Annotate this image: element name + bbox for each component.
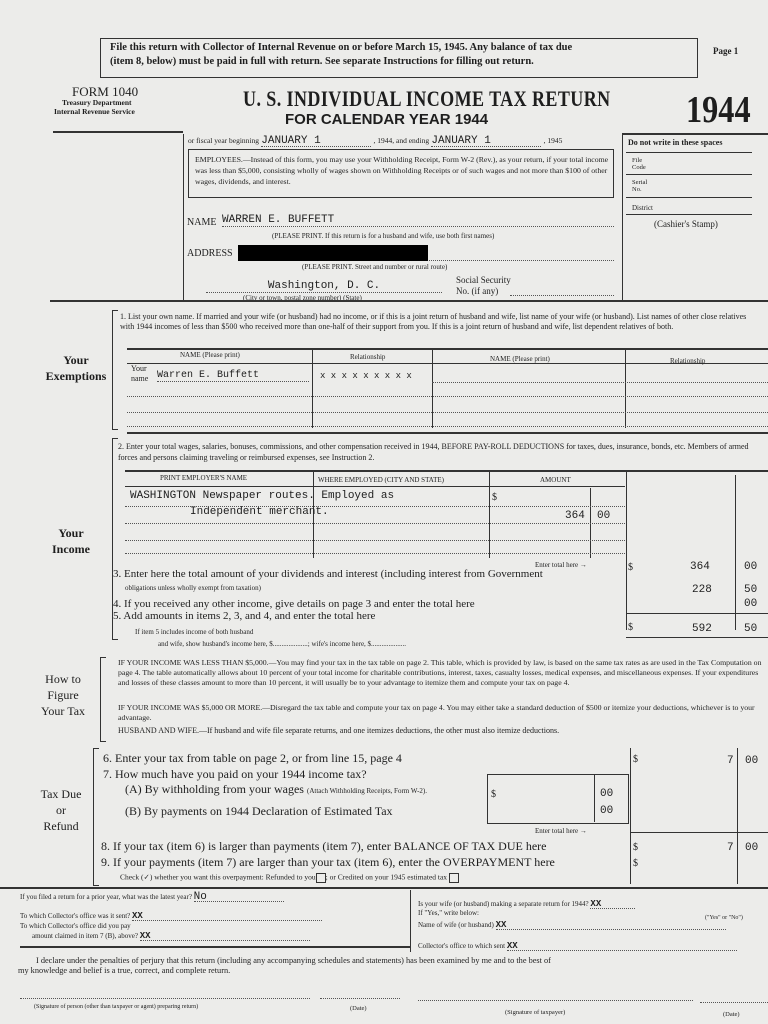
cashier-stamp-label: (Cashier's Stamp) bbox=[654, 219, 718, 229]
col-divider bbox=[410, 890, 411, 952]
item5-cents[interactable]: 50 bbox=[744, 623, 758, 635]
col-divider bbox=[432, 348, 433, 428]
office-line bbox=[626, 174, 752, 175]
how-to-bracket bbox=[100, 657, 106, 742]
header-rule bbox=[125, 486, 625, 487]
tax-due-bracket bbox=[93, 748, 99, 886]
exemption-your-name[interactable]: Warren E. Buffett bbox=[157, 370, 309, 382]
income-row bbox=[125, 553, 625, 554]
item6-dollar-sign: $ bbox=[633, 754, 638, 765]
item2-instructions: 2. Enter your total wages, salaries, bonuses, commissions, and other compensation received in 1944, BEFORE PAY-ROLL DEDUCTIONS for taxes, dues, insurance, bonds, etc. Members of armed forces and persons claiming traveling or reimbursed expenses, see Instruction 2. bbox=[118, 442, 749, 462]
office-heading: Do not write in these spaces bbox=[628, 138, 723, 147]
wages-cents[interactable]: 00 bbox=[597, 510, 611, 522]
tax-due-label-3: Refund bbox=[43, 819, 79, 833]
ssn-field[interactable] bbox=[510, 285, 614, 296]
item3-text-b: obligations unless wholly exempt from taxation) bbox=[125, 584, 261, 592]
exemption-row bbox=[432, 382, 768, 383]
total-wages-dollar-sign: $ bbox=[628, 562, 633, 573]
taxpayer-signature-label: (Signature of taxpayer) bbox=[505, 1009, 566, 1016]
collector-office-field[interactable]: XX bbox=[132, 912, 322, 921]
spouse-name-field[interactable]: XX bbox=[496, 921, 726, 930]
enter-total-label: Enter total here → bbox=[535, 561, 587, 569]
exemptions-label bbox=[40, 352, 112, 384]
col-divider bbox=[312, 348, 313, 428]
income-label bbox=[40, 525, 102, 557]
preparer-date-line[interactable] bbox=[320, 998, 400, 999]
page-label: Page 1 bbox=[713, 46, 739, 56]
city-field[interactable]: Washington, D. C. bbox=[206, 280, 442, 293]
item7b-text: (B) By payments on 1944 Declaration of Estimated Tax bbox=[125, 804, 393, 818]
date-label-1: (Date) bbox=[350, 1005, 367, 1012]
enter-total-label-2: Enter total here → bbox=[535, 827, 587, 835]
employer-header: PRINT EMPLOYER'S NAME bbox=[160, 474, 248, 482]
prior-q6-label: Collector's office to which sent bbox=[418, 942, 506, 950]
income-row bbox=[125, 540, 625, 541]
tax-due-label-2: or bbox=[56, 803, 66, 817]
date-label-2: (Date) bbox=[723, 1011, 740, 1018]
exemption-row bbox=[127, 412, 768, 413]
item8-dollars[interactable]: 7 bbox=[727, 842, 734, 854]
serial-label: Serial No. bbox=[632, 179, 648, 193]
ssn-label1: Social Security bbox=[456, 275, 511, 285]
where-employed-header: WHERE EMPLOYED (CITY AND STATE) bbox=[318, 476, 444, 484]
credit-checkbox[interactable] bbox=[449, 873, 459, 883]
form-number: FORM 1040 bbox=[72, 84, 139, 99]
exemptions-label-1: Your bbox=[63, 353, 89, 367]
irs-label: Internal Revenue Service bbox=[54, 107, 135, 116]
total-rule bbox=[626, 637, 768, 638]
exemption-header-name1: NAME (Please print) bbox=[180, 351, 240, 359]
how-to-p3: HUSBAND AND WIFE.—If husband and wife file separate returns, and one itemizes deductions, the other must also itemize deductions. bbox=[118, 726, 560, 735]
item7a-text bbox=[125, 782, 427, 796]
prior-q3b-label: amount claimed in item 7 (B), above? bbox=[32, 932, 138, 940]
item7a-label: (A) By withholding from your wages bbox=[125, 782, 304, 796]
prior-q6 bbox=[418, 942, 737, 951]
header-rule bbox=[127, 363, 768, 364]
prior-q1-label: If you filed a return for a prior year, what was the latest year? bbox=[20, 893, 192, 901]
item7-text: 7. How much have you paid on your 1944 income tax? bbox=[103, 767, 367, 781]
spouse-collector-field[interactable]: XX bbox=[507, 942, 737, 951]
how-to-figure-label bbox=[32, 671, 94, 719]
item5-note1: If item 5 includes income of both husband bbox=[135, 628, 254, 636]
exemptions-bracket bbox=[112, 310, 118, 430]
prior-q5 bbox=[418, 921, 726, 930]
prior-q5-label: Name of wife (or husband) bbox=[418, 921, 494, 929]
income-row bbox=[125, 506, 625, 507]
employees-notice: EMPLOYEES.—Instead of this form, you may use your Withholding Receipt, Form W-2 (Rev.), as your return, if your total income was less than $5,000, consisting wholly of wages shown on Withholding Receipts or of such wages and not more than $100 of other wages, dividends, and interest. bbox=[195, 155, 609, 186]
separate-return-field[interactable]: XX bbox=[590, 900, 635, 909]
total-wages-dollars[interactable]: 364 bbox=[690, 561, 710, 573]
col-divider bbox=[735, 475, 736, 630]
item6-dollars[interactable]: 7 bbox=[727, 755, 734, 767]
item4-cents[interactable]: 00 bbox=[744, 598, 758, 610]
amount-header: AMOUNT bbox=[540, 476, 571, 484]
item5-text: 5. Add amounts in items 2, 3, and 4, and enter the total here bbox=[113, 610, 376, 622]
exemption-header-name2: NAME (Please print) bbox=[490, 355, 550, 363]
col-divider bbox=[625, 348, 626, 428]
employer-line1[interactable]: WASHINGTON Newspaper routes. Employed as bbox=[130, 490, 395, 502]
page-subtitle: FOR CALENDAR YEAR 1944 bbox=[285, 111, 489, 128]
col-divider bbox=[594, 774, 595, 822]
item6-text: 6. Enter your tax from table on page 2, or from line 15, page 4 bbox=[103, 751, 402, 765]
item7a-dollar-sign: $ bbox=[491, 789, 496, 800]
district-label: District bbox=[632, 204, 653, 212]
prior-q4-hint: ("Yes" or "No") bbox=[705, 915, 743, 921]
prior-q1 bbox=[20, 893, 284, 902]
declaration-line1: I declare under the penalties of perjury that this return (including any accompanying schedules and statements) has been examined by me and to the best of bbox=[36, 956, 551, 965]
fiscal-prefix: or fiscal year beginning bbox=[188, 136, 260, 145]
wages-dollars[interactable]: 364 bbox=[565, 510, 585, 522]
address-label: ADDRESS bbox=[187, 248, 233, 259]
your-name-label: Your name bbox=[131, 364, 149, 383]
filing-notice-line2: (item 8, below) must be paid in full with return. See separate Instructions for filling out return. bbox=[110, 56, 534, 67]
exemption-header-rel1: Relationship bbox=[350, 353, 386, 361]
item8-dollar-sign: $ bbox=[633, 842, 638, 853]
prior-q4-note: If "Yes," write below: bbox=[418, 909, 479, 917]
name-note: (PLEASE PRINT. If this return is for a husband and wife, use both first names) bbox=[272, 232, 495, 240]
total-wages-cents[interactable]: 00 bbox=[744, 561, 758, 573]
city-note: (City or town, postal zone number) (State) bbox=[243, 294, 362, 302]
item7a-note: (Attach Withholding Receipts, Form W-2). bbox=[306, 787, 427, 795]
office-rule bbox=[622, 133, 768, 135]
credit-label: ; or Credited on your 1945 estimated tax bbox=[325, 872, 448, 882]
how-to-p1: IF YOUR INCOME WAS LESS THAN $5,000.—You may find your tax in the tax table on page 2. This table, which is provided by law, is based on the same tax rates as are used in the Tax Computation on page 4. The table automatically allows about 10 percent of your total income for charitable contributions, interest, taxes, casualty losses, medical expenses, and miscellaneous expenses. If your expenditures and losses of these classes amount to more than 10 percent, it will usually be to your advantage to itemize them and compute your tax on page 4. bbox=[118, 658, 762, 687]
income-label-2: Income bbox=[52, 542, 90, 556]
treasury-dept: Treasury Department bbox=[62, 98, 132, 107]
prior-year-field[interactable]: No bbox=[194, 893, 284, 902]
exemption-row bbox=[127, 396, 768, 397]
item5-note2: and wife, show husband's income here, $....................; wife's income here, $.................... bbox=[158, 640, 407, 648]
item8-cents[interactable]: 00 bbox=[745, 842, 759, 854]
address-redaction bbox=[238, 245, 428, 261]
taxpayer-signature-line[interactable] bbox=[418, 1000, 693, 1001]
tax-due-label bbox=[30, 786, 92, 834]
col-divider bbox=[630, 748, 631, 884]
fiscal-mid: , 1944, and ending bbox=[373, 136, 430, 145]
fiscal-begin-field[interactable]: JANUARY 1 bbox=[261, 136, 371, 147]
left-divider bbox=[183, 134, 184, 300]
declaration-line2: my knowledge and belief is a true, correct, and complete return. bbox=[18, 966, 231, 975]
wages-dollar-sign: $ bbox=[492, 492, 497, 503]
col-divider bbox=[737, 748, 738, 884]
table-top-rule bbox=[127, 348, 768, 350]
right-divider bbox=[622, 134, 623, 300]
name-field[interactable]: WARREN E. BUFFETT bbox=[222, 214, 614, 227]
item3-text: 3. Enter here the total amount of your dividends and interest (including interest from Government bbox=[113, 568, 543, 580]
section-rule bbox=[127, 432, 768, 434]
address-note: (PLEASE PRINT. Street and number or rural route) bbox=[302, 263, 448, 271]
table-top-rule bbox=[125, 470, 768, 472]
preparer-signature-line[interactable] bbox=[20, 998, 310, 999]
section-rule bbox=[50, 300, 768, 302]
prior-q4 bbox=[418, 900, 635, 909]
section-rule bbox=[0, 887, 768, 889]
exemptions-label-2: Exemptions bbox=[45, 369, 107, 383]
overpayment-check-row bbox=[120, 873, 459, 883]
item9-dollar-sign: $ bbox=[633, 858, 638, 869]
col-divider bbox=[626, 470, 627, 630]
prior-rule bbox=[20, 946, 410, 948]
exemption-header-rel2: Relationship bbox=[670, 357, 706, 365]
item9-text: 9. If your payments (item 7) are larger than your tax (item 6), enter the OVERPAYMENT here bbox=[101, 855, 555, 869]
employer-line2[interactable]: Independent merchant. bbox=[190, 506, 329, 518]
item6-cents[interactable]: 00 bbox=[745, 755, 759, 767]
item5-dollar-sign: $ bbox=[628, 622, 633, 633]
header-rule bbox=[53, 131, 183, 133]
item8-text: 8. If your tax (item 6) is larger than payments (item 7), enter BALANCE OF TAX DUE here bbox=[101, 839, 547, 853]
item3-cents[interactable]: 50 bbox=[744, 584, 758, 596]
prior-q2-label: To which Collector's office was it sent? bbox=[20, 912, 131, 920]
prior-q3a: To which Collector's office did you pay bbox=[20, 922, 131, 930]
col-divider bbox=[489, 470, 490, 558]
item7a-cents[interactable]: 00 bbox=[600, 788, 614, 800]
office-line bbox=[626, 152, 752, 153]
total-rule bbox=[630, 832, 768, 833]
exemption-relationship[interactable]: x x x x x x x x x bbox=[320, 371, 412, 381]
fiscal-year-line bbox=[188, 135, 562, 147]
income-label-1: Your bbox=[58, 526, 84, 540]
fiscal-suffix: , 1945 bbox=[543, 136, 563, 145]
tax-year: 1944 bbox=[686, 89, 751, 131]
refund-checkbox[interactable] bbox=[316, 873, 326, 883]
item3-dollars[interactable]: 228 bbox=[692, 584, 712, 596]
prior-q2 bbox=[20, 912, 322, 921]
tax-due-label-1: Tax Due bbox=[40, 787, 82, 801]
taxpayer-date-line[interactable] bbox=[700, 1002, 768, 1003]
ssn-label2: No. (if any) bbox=[456, 286, 499, 296]
item4-text: 4. If you received any other income, give details on page 3 and enter the total here bbox=[113, 598, 475, 610]
income-row bbox=[125, 523, 625, 524]
fiscal-end-field[interactable]: JANUARY 1 bbox=[431, 136, 541, 147]
refund-label: Check (✓) whether you want this overpayment: Refunded to you bbox=[120, 872, 316, 882]
item7b-cents[interactable]: 00 bbox=[600, 805, 614, 817]
filing-notice-line1: File this return with Collector of Internal Revenue on or before March 15, 1945. Any balance of tax due bbox=[110, 42, 573, 53]
prior-q3 bbox=[32, 932, 310, 941]
exemption-row bbox=[127, 426, 768, 427]
name-label: NAME bbox=[187, 217, 217, 228]
page-title: U. S. INDIVIDUAL INCOME TAX RETURN bbox=[243, 86, 611, 111]
office-line bbox=[626, 214, 752, 215]
how-to-label-2: Figure bbox=[47, 688, 79, 702]
file-code-label: File Code bbox=[632, 157, 646, 171]
prior-q4-label: Is your wife (or husband) making a separate return for 1944? bbox=[418, 900, 589, 908]
how-to-label-1: How to bbox=[45, 672, 81, 686]
how-to-p2: IF YOUR INCOME WAS $5,000 OR MORE.—Disregard the tax table and compute your tax on page 4. You may either take a standard deduction of $500 or itemize your deductions, whichever is to your advantage. bbox=[118, 703, 755, 722]
exemptions-instructions: 1. List your own name. If married and your wife (or husband) had no income, or if this is a joint return of husband and wife, list name of your wife (or husband). List names of other close relatives with 1944 incomes of less than $500 who received more than one-half of their support from you. If this is a joint return of husband and wife, list dependent relatives of both. bbox=[120, 312, 747, 331]
paid-office-field[interactable]: XX bbox=[140, 932, 310, 941]
total-rule bbox=[626, 613, 768, 614]
preparer-signature-label: (Signature of person (other than taxpayer or agent) preparing return) bbox=[34, 1004, 199, 1010]
item5-dollars[interactable]: 592 bbox=[692, 623, 712, 635]
office-line bbox=[626, 197, 752, 198]
address-field[interactable] bbox=[238, 245, 614, 261]
how-to-label-3: Your Tax bbox=[40, 704, 86, 718]
